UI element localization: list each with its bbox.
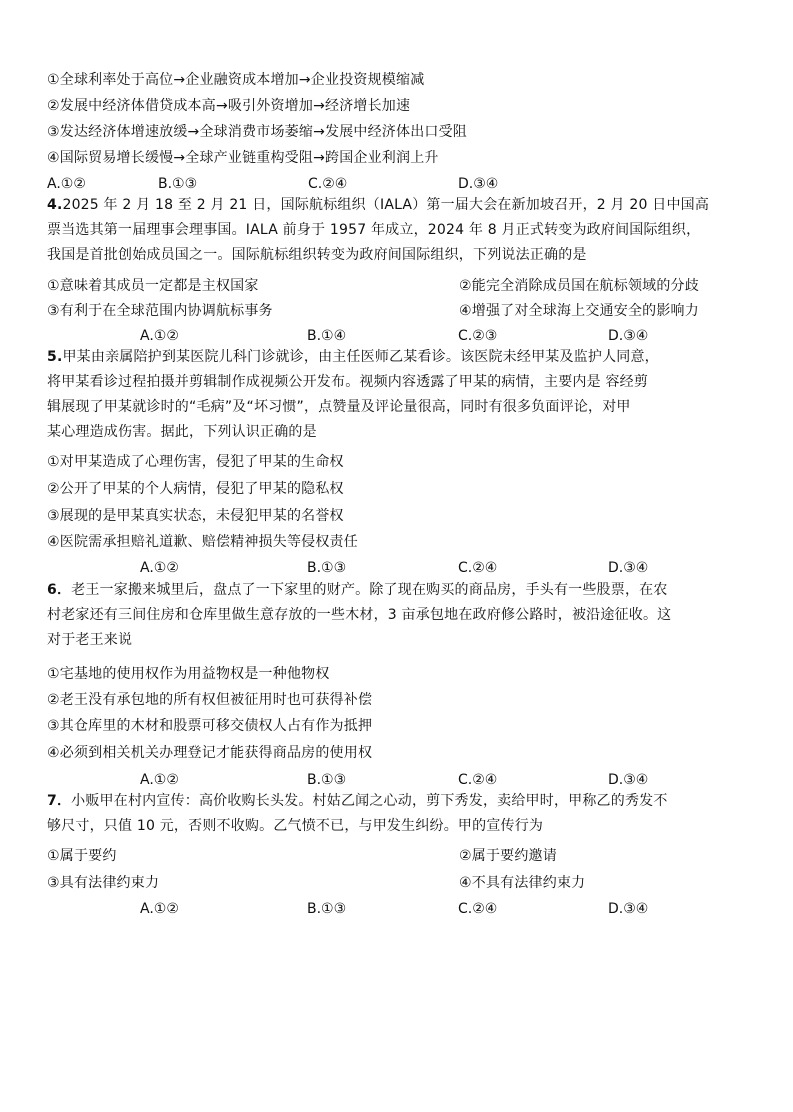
q7-item-2: ②属于要约邀请 <box>459 848 557 864</box>
q3-option-d: D.③④ <box>458 176 499 192</box>
q7-option-b: B.①③ <box>307 901 347 917</box>
q3-item-1: ①全球利率处于高位→企业融资成本增加→企业投资规模缩减 <box>47 72 425 88</box>
q5-item-4: ④医院需承担赔礼道歉、赔偿精神损失等侵权责任 <box>47 534 358 550</box>
q5-option-d: D.③④ <box>608 560 649 576</box>
q4-number: 4. <box>47 197 63 213</box>
q3-option-a: A.①② <box>47 176 86 192</box>
q5-number: 5. <box>47 349 63 365</box>
q7-number: 7． <box>47 793 72 809</box>
q4-option-c: C.②③ <box>458 328 498 344</box>
q7-item-1: ①属于要约 <box>47 848 117 864</box>
q4-item-3: ③有利于在全球范围内协调航标事务 <box>47 303 273 319</box>
q5-item-2: ②公开了甲某的个人病情，侵犯了甲某的隐私权 <box>47 481 344 497</box>
q4-item-4: ④增强了对全球海上交通安全的影响力 <box>459 303 699 319</box>
q6-option-d: D.③④ <box>608 772 649 788</box>
q6-item-1: ①宅基地的使用权作为用益物权是一种他物权 <box>47 666 330 682</box>
q7-option-a: A.①② <box>140 901 179 917</box>
q5-stem-line-4: 某心理造成伤害。据此，下列认识正确的是 <box>47 424 317 440</box>
q6-item-3: ③其仓库里的木材和股票可移交债权人占有作为抵押 <box>47 718 373 734</box>
q7-stem-line-2: 够尺寸，只值 10 元，否则不收购。乙气愤不已，与甲发生纠纷。甲的宣传行为 <box>47 818 544 834</box>
q3-item-3: ③发达经济体增速放缓→全球消费市场萎缩→发展中经济体出口受阻 <box>47 124 468 140</box>
q5-stem-line-2: 将甲某看诊过程拍摄并剪辑制作成视频公开发布。视频内容透露了甲某的病情，主要内是 容经剪 <box>47 374 649 390</box>
q6-stem-line-2: 村老家还有三间住房和仓库里做生意存放的一些木材，3 亩承包地在政府修公路时，被沿途征收。这 <box>47 607 672 623</box>
q7-stem-line-1: 7．小贩甲在村内宣传：高价收购长头发。村姑乙闻之心动，剪下秀发，卖给甲时，甲称乙的秀发不 <box>47 793 668 809</box>
q6-option-a: A.①② <box>140 772 179 788</box>
q5-option-c: C.②④ <box>458 560 498 576</box>
q5-item-3: ③展现的是甲某真实状态，未侵犯甲某的名誉权 <box>47 508 344 524</box>
q4-item-2: ②能完全消除成员国在航标领域的分歧 <box>459 278 699 294</box>
q4-stem-line-3: 我国是首批创始成员国之一。国际航标组织转变为政府间国际组织，下列说法正确的是 <box>47 247 587 263</box>
q6-number: 6． <box>47 582 72 598</box>
q6-option-c: C.②④ <box>458 772 498 788</box>
q6-option-b: B.①③ <box>307 772 347 788</box>
q3-option-b: B.①③ <box>158 176 198 192</box>
q5-item-1: ①对甲某造成了心理伤害，侵犯了甲某的生命权 <box>47 454 344 470</box>
q4-item-1: ①意味着其成员一定都是主权国家 <box>47 278 259 294</box>
q4-stem-line-1: 4.2025 年 2 月 18 至 2 月 21 日，国际航标组织（IALA）第一届大会在新加坡召开，2 月 20 日中国高 <box>47 197 710 213</box>
q6-item-4: ④必须到相关机关办理登记才能获得商品房的使用权 <box>47 745 373 761</box>
q4-stem-line-2: 票当选其第一届理事会理事国。IALA 前身于 1957 年成立，2024 年 8 月正式转变为政府间国际组织， <box>47 222 701 238</box>
q7-option-d: D.③④ <box>608 901 649 917</box>
q7-item-3: ③具有法律约束力 <box>47 875 160 891</box>
q7-item-4: ④不具有法律约束力 <box>459 875 586 891</box>
q5-stem-line-1: 5.甲某由亲属陪护到某医院儿科门诊就诊，由主任医师乙某看诊。该医院未经甲某及监护人同意， <box>47 349 659 365</box>
q5-option-a: A.①② <box>140 560 179 576</box>
q6-stem-line-1: 6．老王一家搬来城里后，盘点了一下家里的财产。除了现在购买的商品房，手头有一些股票，在农 <box>47 582 668 598</box>
q6-item-2: ②老王没有承包地的所有权但被征用时也可获得补偿 <box>47 692 373 708</box>
q4-option-b: B.①④ <box>307 328 347 344</box>
q3-option-c: C.②④ <box>308 176 348 192</box>
q3-item-4: ④国际贸易增长缓慢→全球产业链重构受阻→跨国企业利润上升 <box>47 150 439 166</box>
q7-option-c: C.②④ <box>458 901 498 917</box>
q3-item-2: ②发展中经济体借贷成本高→吸引外资增加→经济增长加速 <box>47 98 411 114</box>
q4-option-d: D.③④ <box>608 328 649 344</box>
q6-stem-line-3: 对于老王来说 <box>47 632 133 648</box>
q4-option-a: A.①② <box>140 328 179 344</box>
q5-stem-line-3: 辑展现了甲某就诊时的“毛病”及“坏习惯”，点赞量及评论量很高，同时有很多负面评论，对甲 <box>47 399 631 415</box>
q5-option-b: B.①③ <box>307 560 347 576</box>
